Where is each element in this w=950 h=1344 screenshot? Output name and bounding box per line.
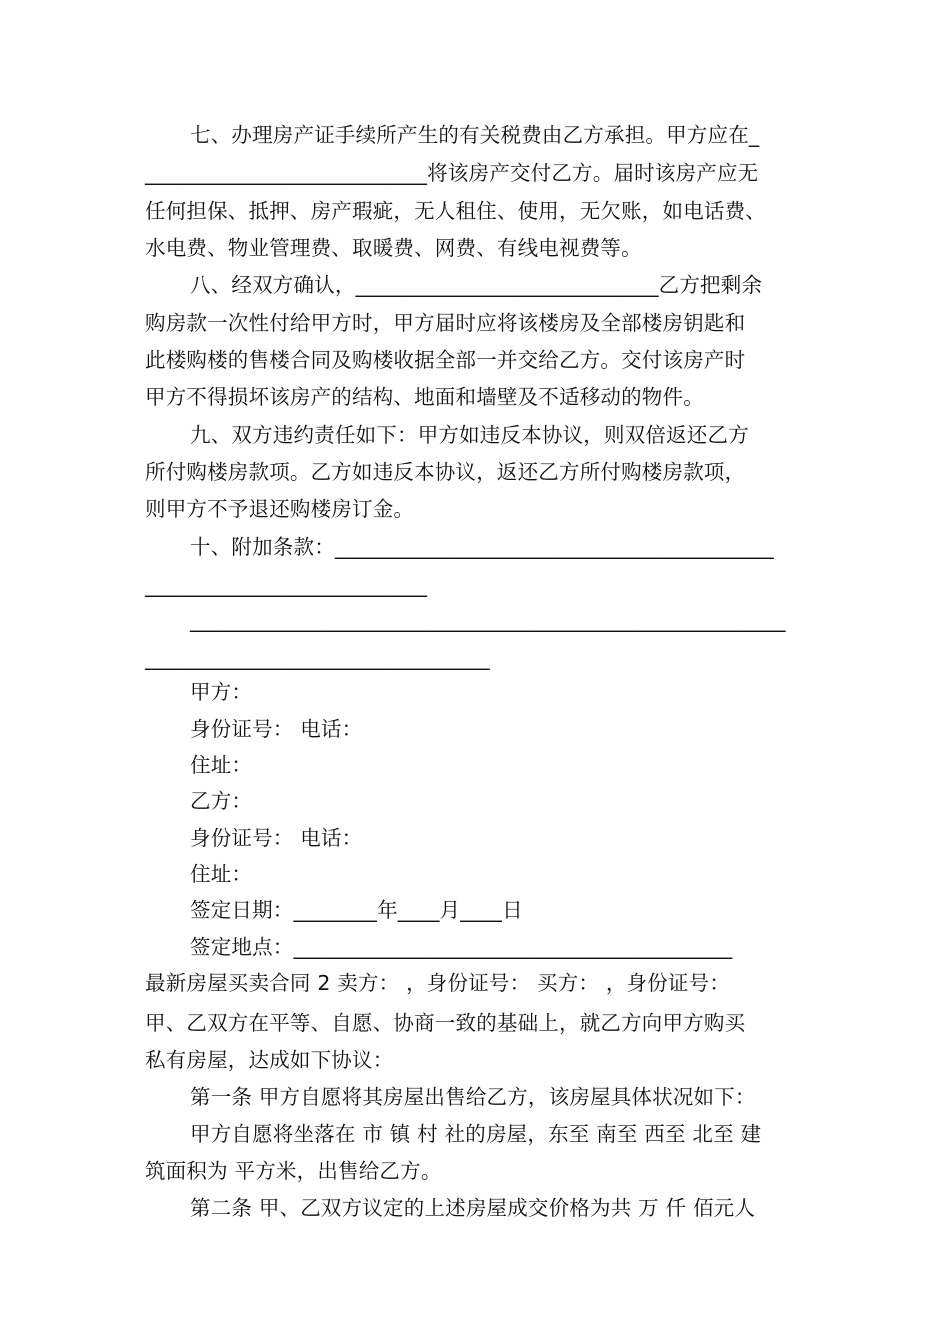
party-a-address: 住址： — [190, 753, 253, 777]
party-b-address: 住址： — [190, 862, 253, 886]
clause-9-line-2: 所付购楼房款项。乙方如违反本协议，返还乙方所付购楼房款项， — [145, 460, 746, 484]
contract-2-preamble-1: 甲、乙双方在平等、自愿、协商一致的基础上，就乙方向甲方购买 — [145, 1011, 746, 1035]
signing-place: 签定地点：__________________________________________ — [190, 935, 733, 959]
clause-8-line-4: 甲方不得损坏该房产的结构、地面和墙壁及不适移动的物件。 — [145, 385, 704, 409]
signing-date: 签定日期：________年____月____日 — [190, 898, 523, 922]
clause-9-line-1: 九、双方违约责任如下：甲方如违反本协议，则双倍返还乙方 — [190, 423, 749, 447]
clause-8-line-3: 此楼购楼的售楼合同及购楼收据全部一并交给乙方。交付该房产时 — [145, 348, 746, 372]
article-1-line-2: 甲方自愿将坐落在 市 镇 村 社的房屋，东至 南至 西至 北至 建 — [190, 1122, 762, 1146]
party-b-id-phone: 身份证号： 电话： — [190, 826, 363, 850]
contract-2-preamble-2: 私有房屋，达成如下协议： — [145, 1048, 394, 1072]
party-b-label: 乙方： — [190, 789, 253, 813]
clause-10-line-3: _________________________________________________________ — [190, 608, 786, 632]
article-2-line-1: 第二条 甲、乙双方议定的上述房屋成交价格为共 万 仟 佰元人 — [190, 1196, 756, 1220]
clause-7-line-4: 水电费、物业管理费、取暖费、网费、有线电视费等。 — [145, 236, 642, 260]
clause-7-line-1: 七、办理房产证手续所产生的有关税费由乙方承担。甲方应在_ — [190, 123, 760, 147]
article-1-line-1: 第一条 甲方自愿将其房屋出售给乙方，该房屋具体状况如下： — [190, 1085, 756, 1109]
party-a-id-phone: 身份证号： 电话： — [190, 717, 363, 741]
clause-10-line-1: 十、附加条款：__________________________________________ — [190, 535, 774, 559]
clause-8-line-1: 八、经双方确认，_____________________________乙方把剩余 — [190, 273, 763, 297]
clause-9-line-3: 则甲方不予退还购楼房订金。 — [145, 497, 415, 521]
contract-2-heading: 最新房屋买卖合同 2 卖方： ，身份证号： 买方： ，身份证号： — [145, 971, 731, 995]
party-a-label: 甲方： — [190, 680, 253, 704]
clause-7-line-2: ___________________________将该房产交付乙方。届时该房产应无 — [145, 161, 759, 185]
article-1-line-3: 筑面积为 平方米，出售给乙方。 — [145, 1159, 442, 1183]
clause-8-line-2: 购房款一次性付给甲方时，甲方届时应将该楼房及全部楼房钥匙和 — [145, 311, 746, 335]
clause-7-line-3: 任何担保、抵押、房产瑕疵，无人租住、使用，无欠账，如电话费、 — [145, 199, 766, 223]
clause-10-line-2: ___________________________ — [145, 573, 428, 597]
clause-10-line-4: _________________________________ — [145, 646, 490, 670]
